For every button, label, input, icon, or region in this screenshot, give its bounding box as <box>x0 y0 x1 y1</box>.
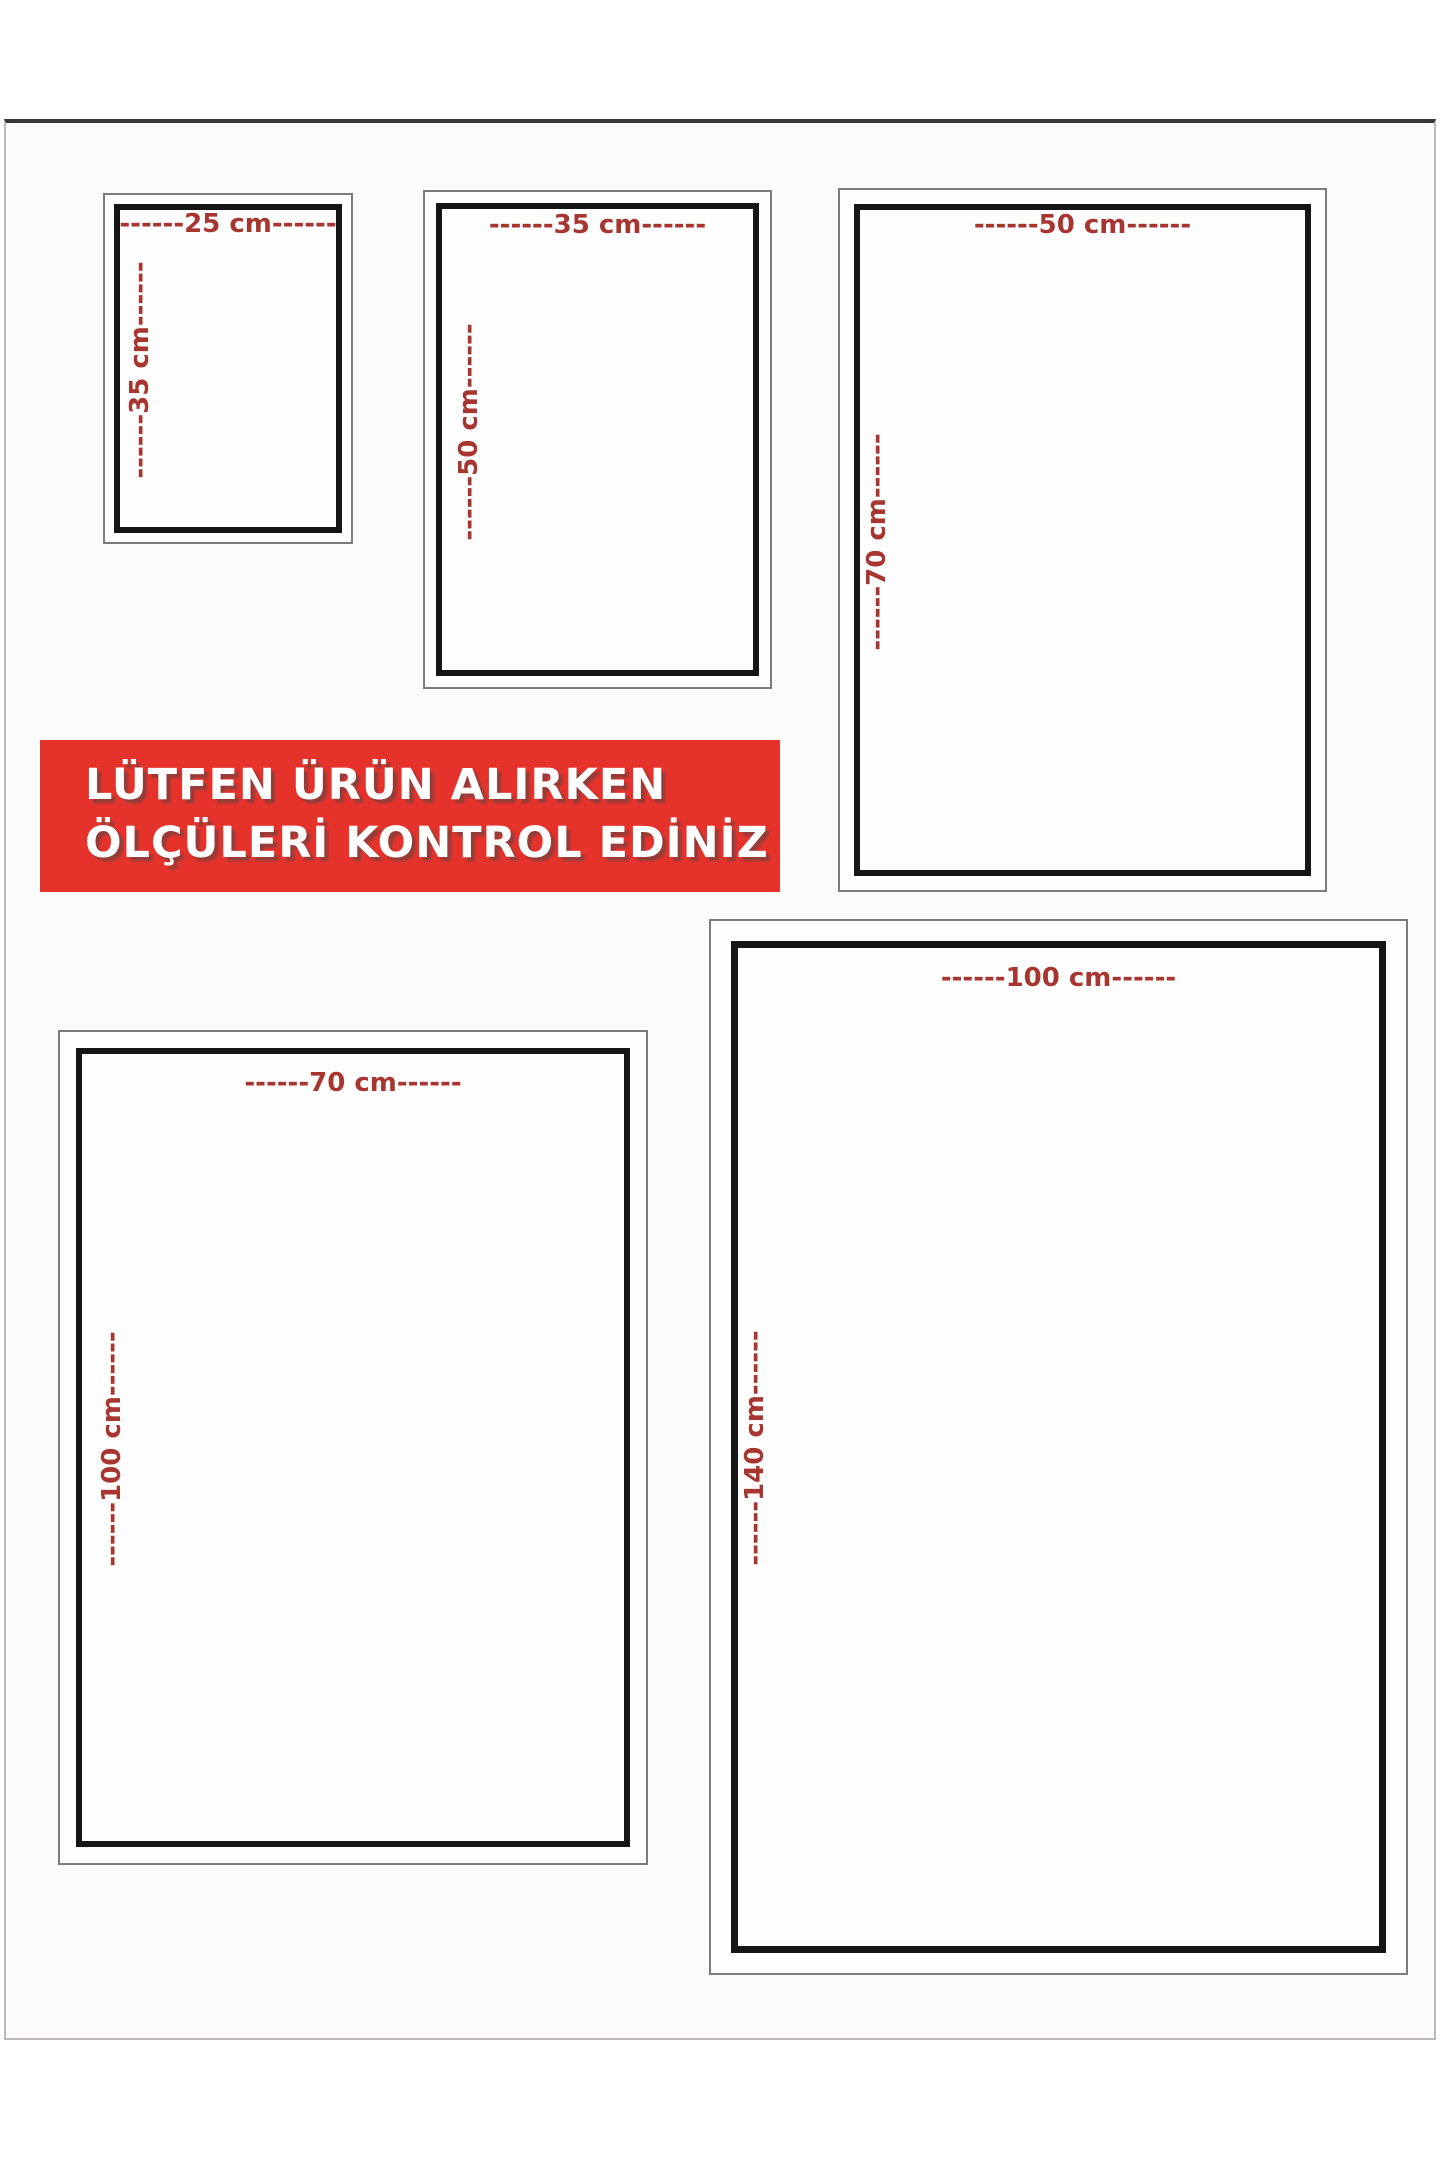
size-box-50x70 <box>838 188 1327 892</box>
width-label-100cm: ------100 cm------ <box>940 963 1177 993</box>
height-label-140cm: ------140 cm------ <box>740 1330 770 1566</box>
size-box-25x35 <box>103 193 353 544</box>
width-label-70cm: ------70 cm------ <box>244 1068 462 1098</box>
size-box-100x140-inner-border <box>731 941 1386 1953</box>
size-box-100x140 <box>709 919 1408 1975</box>
size-box-35x50 <box>423 190 772 689</box>
size-box-70x100-inner-border <box>76 1048 630 1847</box>
height-label-70cm: ------70 cm------ <box>862 433 892 651</box>
height-label-50cm: ------50 cm------ <box>454 323 484 541</box>
width-label-35cm: ------35 cm------ <box>488 210 707 240</box>
size-box-35x50-inner-border <box>436 203 759 676</box>
notice-line-1: LÜTFEN ÜRÜN ALIRKEN <box>85 760 667 810</box>
height-label-100cm: ------100 cm------ <box>97 1331 127 1567</box>
width-label-25cm: ------25 cm------ <box>119 209 337 239</box>
notice-banner <box>40 740 780 892</box>
width-label-50cm: ------50 cm------ <box>973 210 1192 240</box>
height-label-35cm: ------35 cm------ <box>125 261 155 479</box>
notice-line-2: ÖLÇÜLERİ KONTROL EDİNİZ <box>85 818 769 868</box>
size-box-70x100 <box>58 1030 648 1865</box>
size-box-50x70-inner-border <box>854 204 1311 876</box>
